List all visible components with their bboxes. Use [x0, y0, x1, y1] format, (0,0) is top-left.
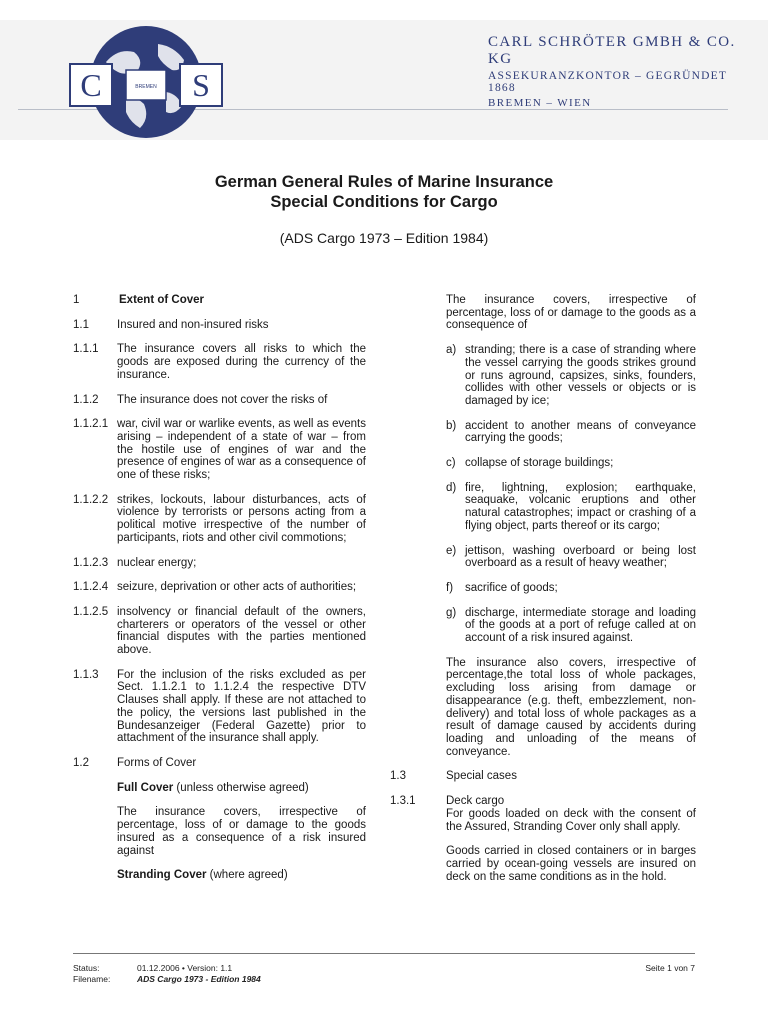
section-text [446, 795, 696, 833]
list-item-text: fire, lightning, explosion; earthquake, seaquake, volcanic eruptions and other natural catastrophes; impact or crashing of a flying object, parts thereof or its cargo; [465, 481, 696, 532]
section-number: 1 [73, 294, 80, 306]
right-column [390, 294, 696, 895]
list-item-label: d) [446, 481, 457, 494]
section-1-1 [73, 319, 366, 332]
full-cover-note: (unless otherwise agreed) [173, 781, 309, 794]
section-text: The insurance does not cover the risks of [117, 393, 328, 406]
deck-cargo-text-2: Goods carried in closed containers or in barges carried by ocean-going vessels are insured on deck on the same conditions as in the hold. [446, 845, 696, 883]
full-cover-heading [117, 782, 366, 795]
edition-line: (ADS Cargo 1973 – Edition 1984) [279, 230, 489, 246]
list-item [446, 457, 696, 470]
full-cover-text: The insurance covers, irrespective of percentage, loss of or damage to the goods insured as a consequence of a risk insured against [117, 806, 366, 857]
list-item-text: sacrifice of goods; [465, 581, 558, 594]
section-1-3-1 [390, 795, 696, 833]
list-item [446, 420, 696, 445]
title-line-1: German General Rules of Marine Insurance [214, 173, 554, 191]
section-number: 1.1.1 [73, 343, 99, 356]
list-item-text: stranding; there is a case of stranding where the vessel carrying the goods strikes ground or runs aground, capsizes, sinks, founders, collides with other vessels or objects or is damaged by ice; [465, 344, 696, 407]
document-title [0, 172, 768, 246]
section-text: strikes, lockouts, labour disturbances, acts of violence by terrorists or persons acting from a political motive irrespective of the number of participants, riots and other civil commotions; [117, 493, 366, 544]
stranding-cover-heading [117, 869, 366, 882]
section-1-1-2-2 [73, 494, 366, 545]
section-1 [73, 294, 366, 307]
section-text: Forms of Cover [117, 756, 197, 769]
section-heading: Extent of Cover [119, 294, 204, 306]
section-text: Insured and non-insured risks [117, 318, 269, 331]
section-number: 1.3 [390, 770, 406, 783]
list-item-label: b) [446, 419, 457, 432]
list-item-text: discharge, intermediate storage and loading of the goods at a port of refuge called at on account of a risk insured against. [465, 606, 696, 645]
list-item [446, 545, 696, 570]
list-item-text: accident to another means of conveyance carrying the goods; [465, 419, 696, 445]
risk-list [390, 344, 696, 645]
logo-letter-s: S [192, 67, 210, 103]
section-1-1-2-1 [73, 418, 366, 482]
footer-status-row [73, 963, 695, 974]
section-1-1-1 [73, 343, 366, 381]
stranding-cover-label: Stranding Cover [117, 869, 207, 882]
logo-small-text: BREMEN [135, 84, 157, 90]
deck-cargo-text: For goods loaded on deck with the consent of the Assured, Stranding Cover only shall apply. [446, 807, 696, 833]
company-name: CARL SCHRÖTER GMBH & CO. KG [488, 34, 736, 67]
list-item-label: a) [446, 344, 457, 357]
section-number: 1.1.2.3 [73, 556, 109, 569]
filename-value: ADS Cargo 1973 - Edition 1984 [137, 974, 261, 984]
section-1-3 [390, 770, 696, 783]
filename-label: Filename: [73, 974, 111, 984]
deck-cargo-title: Deck cargo [446, 795, 505, 808]
list-item-text: jettison, washing overboard or being lost overboard as a result of heavy weather; [465, 544, 696, 570]
stranding-cover-note: (where agreed) [206, 869, 288, 882]
full-cover-label: Full Cover [117, 781, 174, 794]
section-1-1-2 [73, 394, 366, 407]
company-block [488, 34, 748, 94]
list-item-label: c) [446, 457, 456, 470]
section-number: 1.1.2.1 [73, 418, 109, 431]
section-text: For the inclusion of the risks excluded as per Sect. 1.1.2.1 to 1.1.2.4 the respective DTV Clauses shall apply. If these are not attached to the policy, the versions last published in the Bundesanzeiger (Federal Gazette) prior to attachment of the insurance shall apply. [117, 668, 366, 745]
section-number: 1.1.2.5 [73, 605, 109, 618]
also-covers-text: The insurance also covers, irrespective of percentage,the total loss of whole packages, excluding loss arising from damage or disappearance (e.g. theft, embezzlement, non-delivery) and total loss of whole packages as a result of damage caused by accidents during loading and unloading of the means of conveyance. [446, 656, 696, 758]
list-item [446, 582, 696, 595]
list-item [446, 607, 696, 645]
list-item-label: f) [446, 581, 454, 594]
section-1-1-2-3 [73, 557, 366, 570]
section-1-1-2-5 [73, 606, 366, 657]
section-number: 1.2 [73, 756, 89, 769]
section-text: war, civil war or warlike events, as well as events arising – independent of a state of war – from the hostile use of engines of war and the presence of engines of war as a consequence of one of these risks; [117, 418, 366, 482]
company-subtitle: ASSEKURANZKONTOR – GEGRÜNDET 1868 [488, 70, 727, 94]
stranding-intro: The insurance covers, irrespective of percentage, loss of or damage to the goods as a consequence of [446, 294, 696, 332]
list-item-label: g) [446, 606, 457, 619]
section-number: 1.3.1 [390, 795, 416, 808]
list-item [446, 482, 696, 533]
list-item-label: e) [446, 544, 457, 557]
footer-rule [73, 953, 695, 954]
title-line-2: Special Conditions for Cargo [270, 193, 498, 211]
page-number: Seite 1 von 7 [645, 963, 695, 973]
section-text: insolvency or financial default of the owners, charterers or operators of the vessel or other financial disputes with the parties mentioned above. [117, 605, 366, 657]
section-number: 1.1.2 [73, 393, 99, 406]
section-number: 1.1.3 [73, 668, 99, 681]
company-city: BREMEN – WIEN [488, 97, 592, 109]
status-label: Status: [73, 963, 100, 973]
footer-filename-row [73, 974, 695, 985]
section-number: 1.1 [73, 318, 89, 331]
section-text: The insurance covers all risks to which the goods are exposed during the currency of the insurance. [117, 343, 366, 381]
section-text: seizure, deprivation or other acts of authorities; [117, 581, 357, 594]
section-text: nuclear energy; [117, 556, 197, 569]
list-item [446, 344, 696, 408]
section-1-1-2-4 [73, 581, 366, 594]
list-item-text: collapse of storage buildings; [465, 457, 614, 470]
status-value: 01.12.2006 • Version: 1.1 [137, 963, 233, 973]
section-1-2 [73, 757, 366, 770]
section-1-1-3 [73, 669, 366, 745]
left-column [73, 294, 366, 894]
section-number: 1.1.2.2 [73, 493, 109, 506]
footer [73, 963, 695, 985]
company-logo [66, 22, 226, 142]
logo-letter-c: C [80, 67, 102, 103]
section-number: 1.1.2.4 [73, 581, 109, 594]
section-text: Special cases [446, 770, 517, 783]
